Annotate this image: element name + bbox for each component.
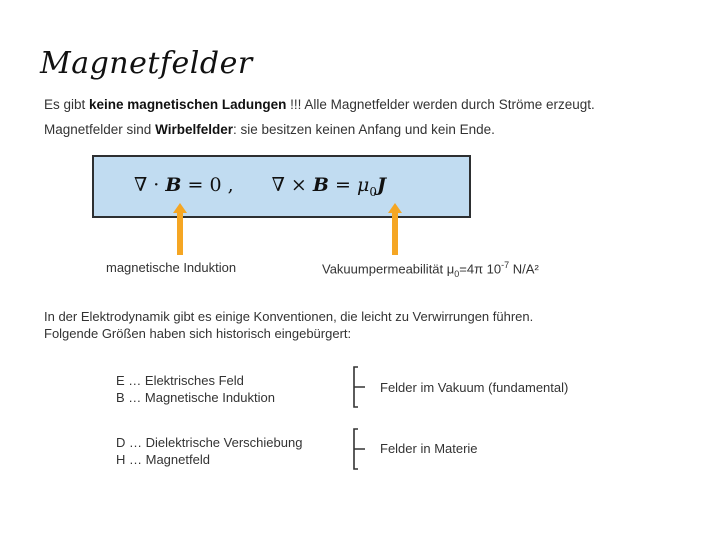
mu-symbol: μ: [356, 174, 370, 196]
list-item: E … Elektrisches Feld: [116, 373, 244, 388]
list-item: D … Dielektrische Verschiebung: [116, 435, 303, 450]
induction-label: magnetische Induktion: [106, 260, 237, 275]
vacuum-label-sub: 0: [454, 268, 460, 279]
divergence-rhs: = 0 ,: [181, 174, 234, 196]
slide-title: Magnetfelder: [40, 46, 253, 81]
current-density-symbol: J: [376, 174, 386, 196]
mu-subscript: 0: [369, 184, 377, 199]
vacuum-label-exponent: -7: [501, 260, 510, 270]
intro-line-2-tail: : sie besitzen keinen Anfang und kein Ende.: [232, 122, 495, 137]
divergence-operator: ∇ ·: [134, 174, 166, 196]
maxwell-equation-box: [92, 155, 471, 218]
intro-line-1-tail: !!! Alle Magnetfelder werden durch Ströme erzeugt.: [286, 97, 595, 112]
b-field-symbol: B: [165, 174, 182, 196]
intro-line-1: [44, 97, 595, 112]
intro-line-2-bold: Wirbelfelder: [155, 122, 233, 137]
matter-fields-note: Felder in Materie: [380, 441, 478, 456]
vacuum-label-value: =4π 10: [459, 261, 502, 277]
intro-line-2-text: Magnetfelder sind: [44, 122, 156, 137]
list-item: H … Magnetfeld: [116, 452, 210, 467]
vacuum-permeability-label: [322, 260, 539, 279]
vacuum-label-unit: N/A²: [509, 261, 539, 277]
list-item: B … Magnetische Induktion: [116, 390, 275, 405]
paragraph-line-2: Folgende Größen haben sich historisch eingebürgert:: [44, 326, 352, 341]
bracket-icon: [352, 428, 366, 470]
arrow-up-icon: [173, 203, 187, 255]
intro-line-1-text: Es gibt: [44, 97, 90, 112]
vacuum-fields-note: Felder im Vakuum (fundamental): [380, 380, 569, 395]
curl-operator: ∇ ×: [271, 174, 313, 196]
b-field-symbol-2: B: [312, 174, 329, 196]
equals-sign: =: [328, 174, 357, 196]
maxwell-equations: [134, 174, 386, 199]
paragraph-line-1: In der Elektrodynamik gibt es einige Konventionen, die leicht zu Verwirrungen führen.: [44, 309, 534, 324]
field-group-vacuum: [116, 372, 275, 406]
arrow-up-icon: [388, 203, 402, 255]
bracket-icon: [352, 366, 366, 408]
intro-line-2: [44, 122, 495, 137]
intro-line-1-bold: keine magnetischen Ladungen: [89, 97, 287, 112]
field-group-matter: [116, 434, 302, 468]
vacuum-label-text: Vakuumpermeabilität μ: [322, 261, 455, 277]
